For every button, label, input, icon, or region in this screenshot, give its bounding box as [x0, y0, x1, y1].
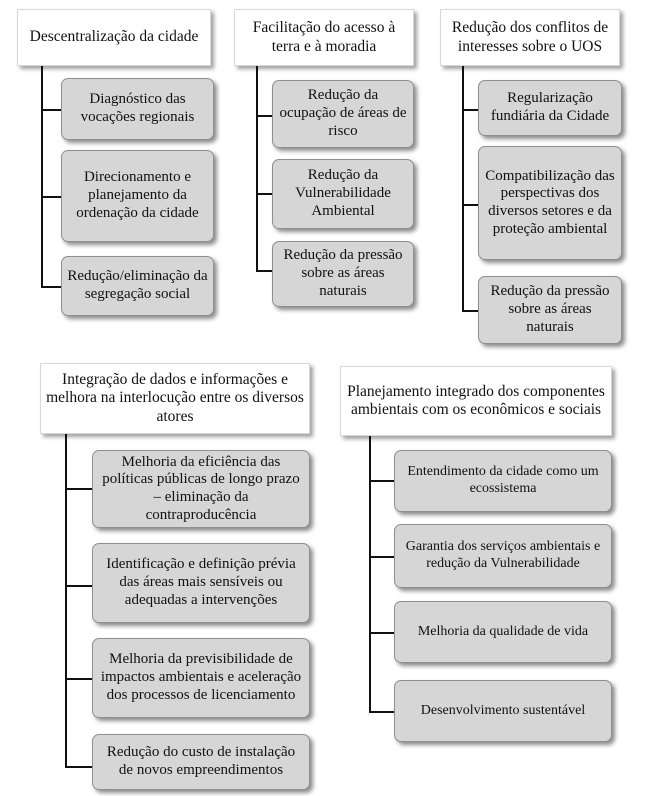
objective-box: Redução/eliminação da segregação social: [61, 256, 214, 316]
objective-box: Melhoria da qualidade de vida: [394, 601, 612, 663]
connector-trunk: [65, 434, 67, 767]
objective-box: Melhoria da previsibilidade de impactos ambientais e aceleração dos processos de licenciamento: [92, 638, 310, 718]
connector-branch: [41, 286, 61, 288]
group-header-planejamento: Planejamento integrado dos componentes ambientais com os econômicos e sociais: [340, 366, 612, 436]
connector-branch: [65, 585, 92, 587]
objective-box: Redução do custo de instalação de novos empreendimentos: [92, 734, 310, 790]
objective-box: Entendimento da cidade como um ecossistema: [394, 450, 612, 512]
connector-branch: [462, 204, 478, 206]
group-header-facilitacao: Facilitação do acesso à terra e à moradia: [234, 9, 414, 66]
objective-box: Melhoria da eficiência das políticas públicas de longo prazo – eliminação da contraproducência: [92, 450, 310, 528]
connector-branch: [41, 196, 61, 198]
connector-branch: [462, 310, 478, 312]
connector-branch: [256, 193, 272, 195]
objective-box: Redução da ocupação de áreas de risco: [272, 80, 414, 148]
objective-box: Redução da pressão sobre as áreas naturais: [478, 276, 622, 344]
connector-branch: [65, 766, 92, 768]
group-header-conflitos: Redução dos conflitos de interesses sobre o UOS: [440, 9, 620, 66]
connector-branch: [65, 678, 92, 680]
connector-branch: [41, 109, 61, 111]
connector-branch: [369, 711, 394, 713]
connector-branch: [369, 632, 394, 634]
objective-box: Direcionamento e planejamento da ordenação da cidade: [61, 150, 214, 242]
connector-trunk: [462, 66, 464, 311]
connector-trunk: [369, 436, 371, 713]
connector-branch: [256, 115, 272, 117]
objective-box: Redução da pressão sobre as áreas naturais: [272, 241, 414, 307]
objective-box: Diagnóstico das vocações regionais: [61, 78, 214, 140]
connector-branch: [65, 488, 92, 490]
group-header-descentralizacao: Descentralização da cidade: [17, 9, 211, 66]
objective-box: Compatibilização das perspectivas dos diversos setores e da proteção ambiental: [478, 146, 622, 260]
objective-box: Identificação e definição prévia das áreas mais sensíveis ou adequadas a intervenções: [92, 543, 310, 623]
objective-box: Desenvolvimento sustentável: [394, 680, 612, 742]
connector-trunk: [256, 66, 258, 271]
connector-branch: [462, 109, 478, 111]
connector-trunk: [41, 66, 43, 288]
objective-box: Regularização fundiária da Cidade: [478, 80, 622, 136]
objective-box: Redução da Vulnerabilidade Ambiental: [272, 159, 414, 229]
objective-box: Garantia dos serviços ambientais e redução da Vulnerabilidade: [394, 524, 612, 588]
connector-branch: [256, 270, 272, 272]
connector-branch: [369, 556, 394, 558]
group-header-integracao: Integração de dados e informações e melhora na interlocução entre os diversos atores: [40, 363, 310, 434]
connector-branch: [369, 480, 394, 482]
